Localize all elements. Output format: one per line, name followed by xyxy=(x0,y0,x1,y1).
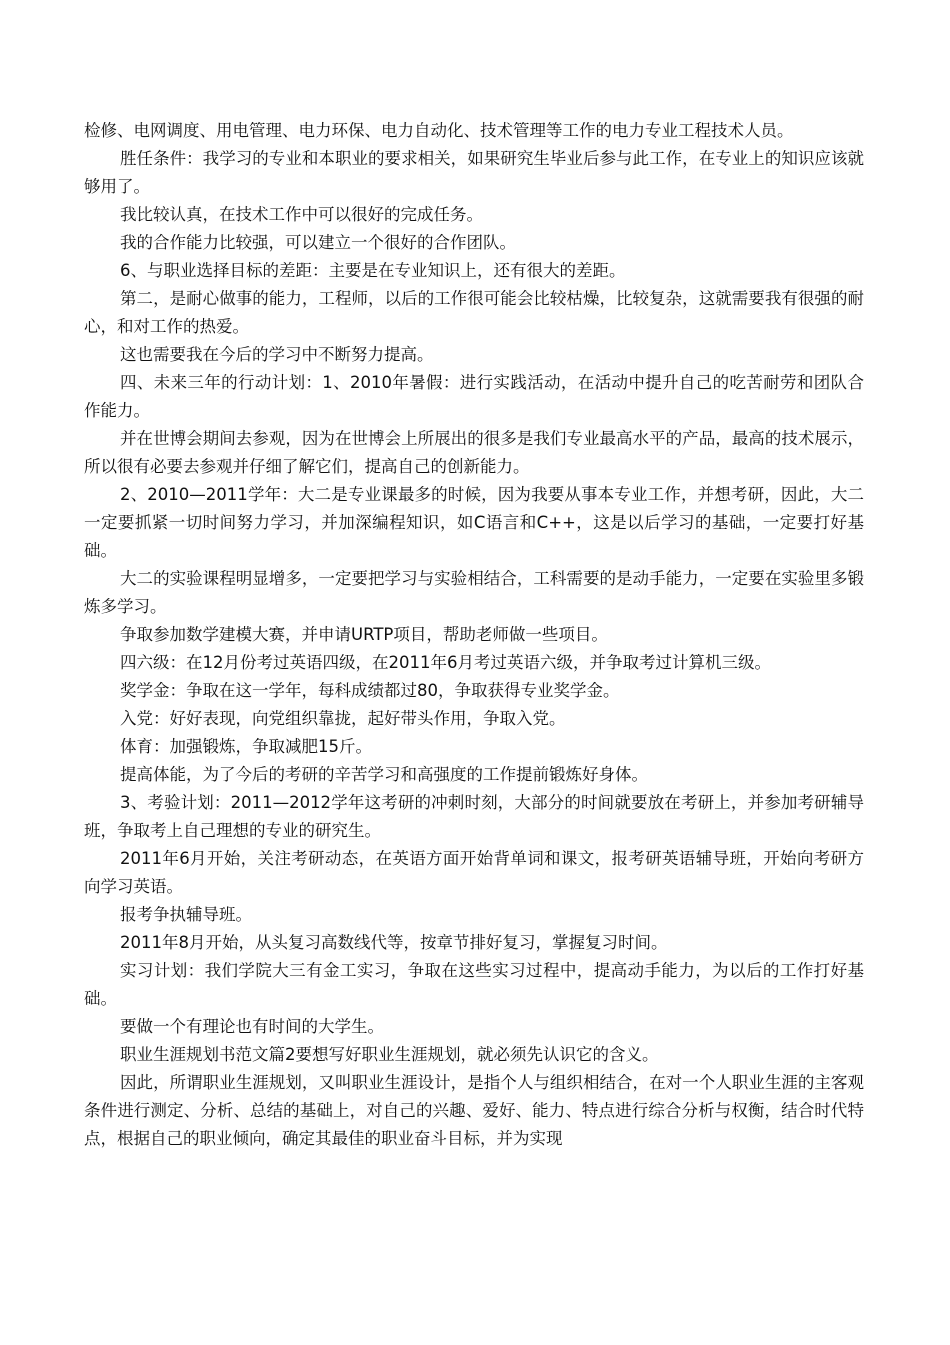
paragraph: 检修、电网调度、用电管理、电力环保、电力自动化、技术管理等工作的电力专业工程技术人员。 xyxy=(84,121,794,140)
paragraph: 我的合作能力比较强，可以建立一个很好的合作团队。 xyxy=(120,233,516,252)
paragraph: 2011年8月开始，从头复习高数线代等，按章节排好复习，掌握复习时间。 xyxy=(120,933,668,952)
paragraph: 2、2010—2011学年：大二是专业课最多的时候，因为我要从事本专业工作，并想考研，因此，大二一定要抓紧一切时间努力学习，并加深编程知识，如C语言和C++，这是以后学习的基础，一定要打好基础。 xyxy=(84,485,864,560)
paragraph: 3、考验计划：2011—2012学年这考研的冲刺时刻，大部分的时间就要放在考研上，并参加考研辅导班，争取考上自己理想的专业的研究生。 xyxy=(84,793,864,840)
paragraph: 因此，所谓职业生涯规划，又叫职业生涯设计，是指个人与组织相结合，在对一个人职业生涯的主客观条件进行测定、分析、总结的基础上，对自己的兴趣、爱好、能力、特点进行综合分析与权衡，结合时代特点，根据自己的职业倾向，确定其最佳的职业奋斗目标，并为实现 xyxy=(84,1073,864,1148)
paragraph: 实习计划：我们学院大三有金工实习，争取在这些实习过程中，提高动手能力，为以后的工作打好基础。 xyxy=(84,961,864,1008)
document-body xyxy=(84,117,864,1153)
paragraph: 大二的实验课程明显增多，一定要把学习与实验相结合，工科需要的是动手能力，一定要在实验里多锻炼多学习。 xyxy=(84,569,864,616)
paragraph: 胜任条件：我学习的专业和本职业的要求相关，如果研究生毕业后参与此工作，在专业上的知识应该就够用了。 xyxy=(84,149,864,196)
paragraph: 四六级：在12月份考过英语四级，在2011年6月考过英语六级，并争取考过计算机三级。 xyxy=(120,653,771,672)
paragraph: 体育：加强锻炼，争取减肥15斤。 xyxy=(120,737,372,756)
paragraph: 6、与职业选择目标的差距：主要是在专业知识上，还有很大的差距。 xyxy=(120,261,626,280)
paragraph: 第二，是耐心做事的能力，工程师，以后的工作很可能会比较枯燥，比较复杂，这就需要我有很强的耐心，和对工作的热爱。 xyxy=(84,289,864,336)
paragraph: 争取参加数学建模大赛，并申请URTP项目，帮助老师做一些项目。 xyxy=(120,625,608,644)
paragraph: 我比较认真，在技术工作中可以很好的完成任务。 xyxy=(120,205,483,224)
paragraph: 并在世博会期间去参观，因为在世博会上所展出的很多是我们专业最高水平的产品，最高的技术展示，所以很有必要去参观并仔细了解它们，提高自己的创新能力。 xyxy=(84,429,864,476)
paragraph: 职业生涯规划书范文篇2要想写好职业生涯规划，就必须先认识它的含义。 xyxy=(120,1045,659,1064)
paragraph: 要做一个有理论也有时间的大学生。 xyxy=(120,1017,384,1036)
paragraph: 报考争执辅导班。 xyxy=(120,905,252,924)
paragraph: 四、未来三年的行动计划：1、2010年暑假：进行实践活动，在活动中提升自己的吃苦耐劳和团队合作能力。 xyxy=(84,373,864,420)
paragraph: 入党：好好表现，向党组织靠拢，起好带头作用，争取入党。 xyxy=(120,709,566,728)
paragraph: 这也需要我在今后的学习中不断努力提高。 xyxy=(120,345,434,364)
paragraph: 2011年6月开始，关注考研动态，在英语方面开始背单词和课文，报考研英语辅导班，开始向考研方向学习英语。 xyxy=(84,849,864,896)
paragraph: 奖学金：争取在这一学年，每科成绩都过80，争取获得专业奖学金。 xyxy=(120,681,620,700)
paragraph: 提高体能，为了今后的考研的辛苦学习和高强度的工作提前锻炼好身体。 xyxy=(120,765,648,784)
